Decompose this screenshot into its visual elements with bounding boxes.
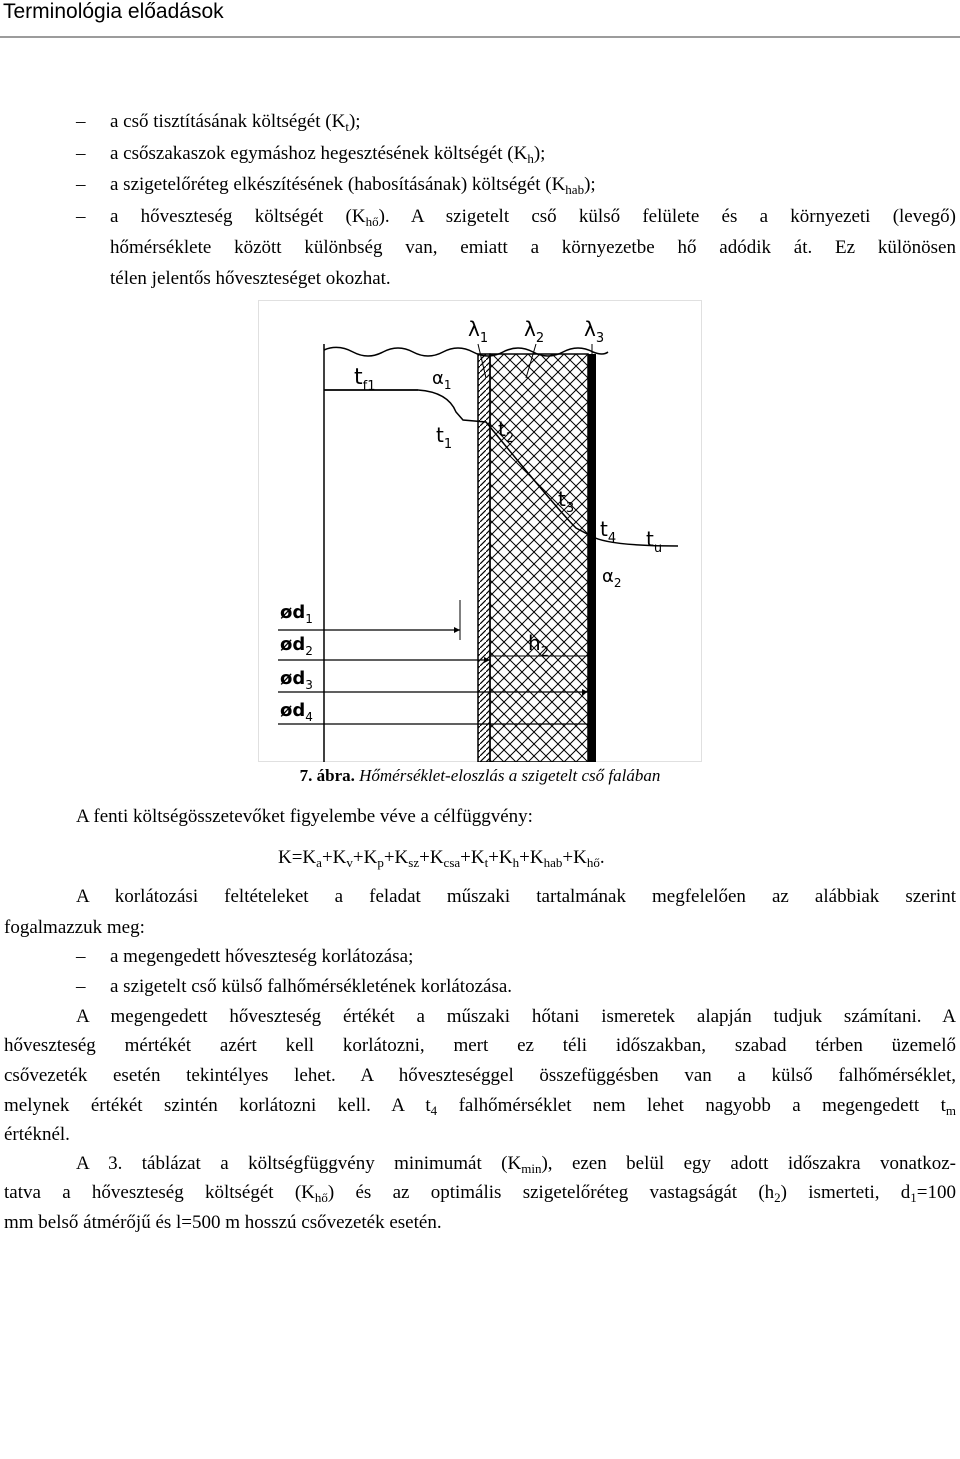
page-header: [0, 0, 960, 38]
paragraph-continuation: mm belső átmérőjű és l=500 m hosszú csővezeték esetén.: [4, 1212, 442, 1233]
paragraph-continuation: csővezeték esetén tekintélyes lehet. A hőveszteséggel összefüggésben van a külső falhőmérséklet,: [4, 1065, 956, 1086]
list-bullet: –: [76, 946, 86, 967]
insulation-layer: [490, 354, 588, 762]
paragraph: A megengedett hőveszteség értékét a műszaki hőtani ismeretek alapján tudjuk számítani. A: [76, 1006, 956, 1027]
label-lambda2: $\lambda_2$: [524, 317, 545, 346]
label-t1: $t_1$: [436, 423, 453, 452]
label-h2: $h_2$: [528, 631, 549, 660]
paragraph: A fenti költségösszetevőket figyelembe véve a célfüggvény:: [76, 806, 533, 827]
paragraph-continuation: melynek értékét szintén korlátozni kell. A $t_4$ falhőmérséklet nem lehet nagyobb a megengedett $t_m$: [4, 1095, 956, 1118]
figure-caption: [0, 765, 960, 787]
label-d1: $ød_1$: [280, 602, 313, 626]
paragraph-continuation: hőveszteség mértékét azért kell korlátozni, mert ez téli időszakban, szabad térben üzemelő: [4, 1035, 956, 1056]
label-d3: $ød_3$: [280, 668, 313, 692]
label-tf1: $t_{f1}$: [354, 365, 376, 394]
list-bullet: –: [76, 206, 86, 227]
list-item: a megengedett hőveszteség korlátozása;: [110, 946, 414, 967]
header-title: Terminológia előadások: [3, 0, 224, 23]
list-item: a cső tisztításának költségét $(K_t)$;: [110, 111, 361, 134]
outer-jacket: [588, 354, 596, 762]
label-d4: $ød_4$: [280, 700, 313, 724]
label-t4: $t_4$: [600, 517, 617, 546]
paragraph-continuation: fogalmazzuk meg:: [4, 917, 145, 938]
list-bullet: –: [76, 976, 86, 997]
label-d2: $ød_2$: [280, 634, 313, 658]
list-item: a hőveszteség költségét $(K_{hő})$. A szigetelt cső külső felülete és a környezeti (levegő): [110, 206, 956, 229]
paragraph: A 3. táblázat a költségfüggvény minimumát $(K_{min})$, ezen belül egy adott időszakra vonatkoz-: [76, 1153, 956, 1176]
list-bullet: –: [76, 143, 86, 164]
steel-wall: [478, 354, 490, 762]
list-bullet: –: [76, 111, 86, 132]
list-item-continuation: hőmérséklete között különbség van, emiatt a környezetbe hő adódik át. Ez különösen: [110, 237, 956, 258]
label-tu: $t_u$: [646, 527, 663, 556]
list-item: a szigetelt cső külső falhőmérsékletének korlátozása.: [110, 976, 513, 997]
temperature-distribution-figure: [258, 300, 702, 762]
list-item-continuation: télen jelentős hőveszteséget okozhat.: [110, 268, 391, 289]
figure-title: Hőmérséklet-eloszlás a szigetelt cső falában: [359, 766, 661, 785]
paragraph: A korlátozási feltételeket a feladat műszaki tartalmának megfelelően az alábbiak szerint: [76, 886, 956, 907]
label-t3: $t_3$: [558, 487, 575, 516]
list-item: a csőszakaszok egymáshoz hegesztésének költségét $(K_h)$;: [110, 143, 546, 166]
label-alpha2: $\alpha_2$: [602, 566, 622, 590]
label-lambda1: $\lambda_1$: [468, 317, 489, 346]
label-lambda3: $\lambda_3$: [584, 317, 605, 346]
paragraph-continuation: értéknél.: [4, 1124, 70, 1145]
paragraph-continuation: tatva a hőveszteség költségét $(K_{hő})$ és az optimális szigetelőréteg vastagságát $(h_2)$ ismerteti, $d_1=100$: [4, 1182, 956, 1205]
list-bullet: –: [76, 174, 86, 195]
figure-number: 7. ábra.: [299, 766, 355, 785]
label-t2: $t_2$: [498, 417, 515, 446]
objective-formula: $K=K_a+K_v+K_p+K_{sz}+K_{csa}+K_t+K_h+K_{hab}+K_{hő}$.: [278, 847, 605, 870]
label-alpha1: $\alpha_1$: [432, 368, 452, 392]
list-item: a szigetelőréteg elkészítésének (habosításának) költségét $(K_{hab})$;: [110, 174, 596, 197]
